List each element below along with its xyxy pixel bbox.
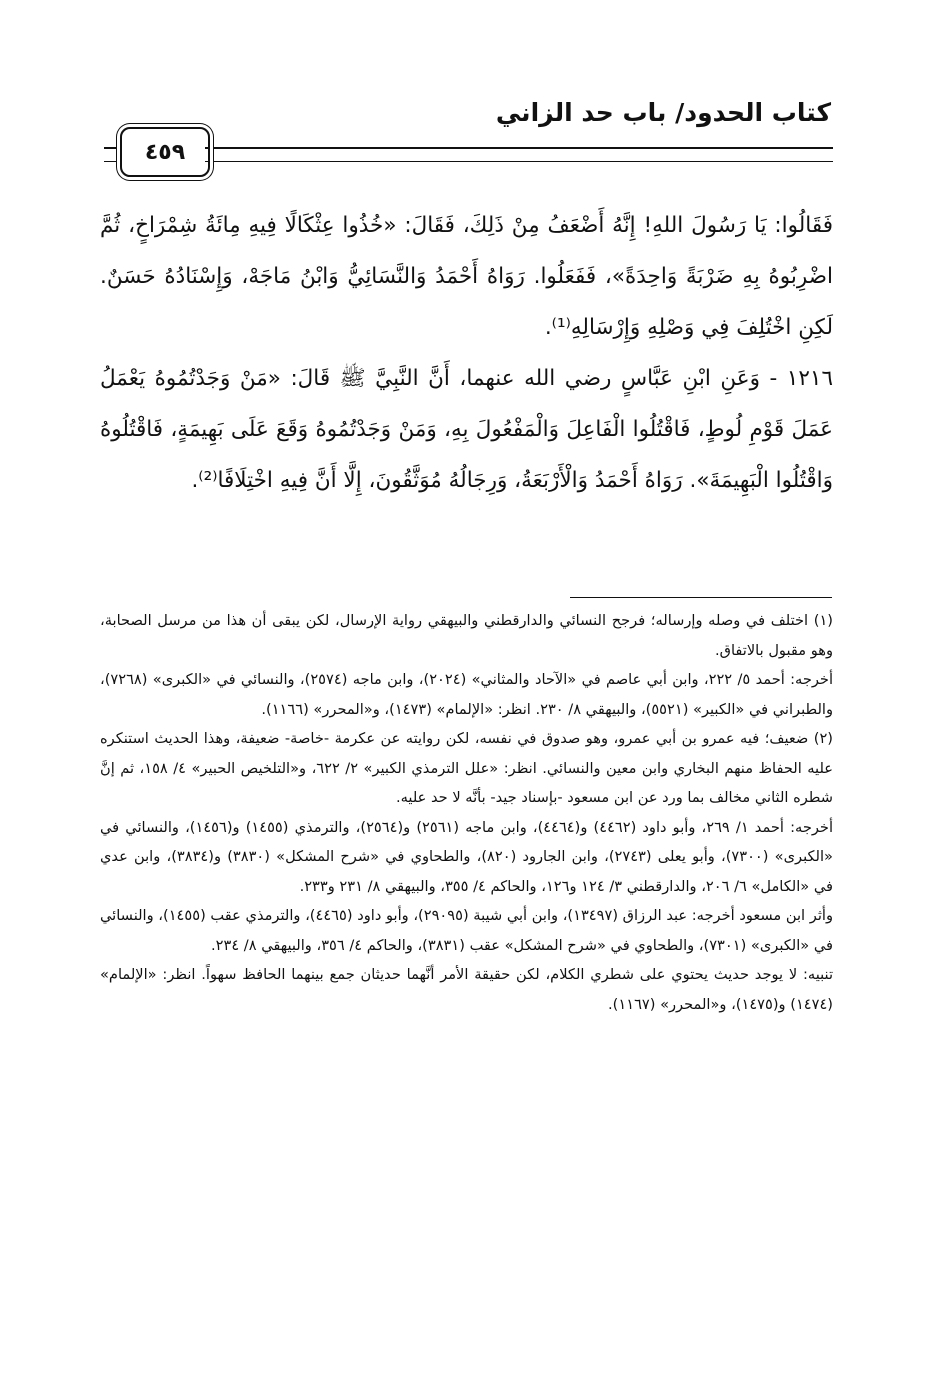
main-paragraph: فَقَالُوا: يَا رَسُولَ اللهِ! إِنَّهُ أَضْعَفُ مِنْ ذَلِكَ، فَقَالَ: «خُذُوا عِثْكَالًا فِيهِ مِائَةُ شِمْرَاخٍ، ثُمَّ اضْرِبُوهُ بِهِ ضَرْبَةً وَاحِدَةً»، فَفَعَلُوا. رَوَاهُ أَحْمَدُ وَالنَّسَائِيُّ وَابْنُ مَاجَهْ، وَإِسْنَادُهُ حَسَنٌ. لَكِنِ اخْتُلِفَ فِي وَصْلِهِ وَإِرْسَالِهِ⁽¹⁾. (100, 213, 833, 340)
footnote-separator (570, 597, 832, 598)
page-number: ٤٥٩ (120, 127, 210, 177)
footnote-2-athar: وأثر ابن مسعود أخرجه: عبد الرزاق (١٣٤٩٧)، وابن أبي شيبة (٢٩٠٩٥)، وأبو داود (٤٤٦٥)، والترمذي عقب (١٤٥٥)، والنسائي في «الكبرى» (٧٣٠١)، والطحاوي في «شرح المشكل» عقب (٣٨٣١)، والحاكم ٤/ ٣٥٦، والبيهقي ٨/ ٢٣٤. (100, 907, 833, 954)
running-title: كتاب الحدود/ باب حد الزاني (495, 98, 831, 127)
header-rule (205, 147, 833, 162)
footnote-2-note: تنبيه: لا يوجد حديث يحتوي على شطري الكلام، لكن حقيقة الأمر أنَّهما حديثان جمع بينهما الحافظ سهواً. انظر: «الإلمام» (١٤٧٤) و(١٤٧٥)، و«المحرر» (١١٦٧). (100, 966, 833, 1013)
footnote-2-takhrij: أخرجه: أحمد ١/ ٢٦٩، وأبو داود (٤٤٦٢) و(٤٤٦٤)، وابن ماجه (٢٥٦١) و(٢٥٦٤)، والترمذي (١٤٥٥) و(١٤٥٦)، والنسائي في «الكبرى» (٧٣٠٠)، وأبو يعلى (٢٧٤٣)، وابن الجارود (٨٢٠)، والطحاوي في «شرح المشكل» (٣٨٣٠) و(٣٨٣٤)، وابن عدي في «الكامل» ٦/ ٢٠٦، والدارقطني ٣/ ١٢٤ و١٢٦، والحاكم ٤/ ٣٥٥، والبيهقي ٨/ ٢٣١ و٢٣٣. (100, 818, 834, 895)
hadith-1216: ١٢١٦ - وَعَنِ ابْنِ عَبَّاسٍ رضي الله عنهما، أَنَّ النَّبِيَّ ﷺ قَالَ: «مَنْ وَجَدْتُمُوهُ يَعْمَلُ عَمَلَ قَوْمِ لُوطٍ، فَاقْتُلُوا الْفَاعِلَ وَالْمَفْعُولَ بِهِ، وَمَنْ وَجَدْتُمُوهُ وَقَعَ عَلَى بَهِيمَةٍ، فَاقْتُلُوهُ وَاقْتُلُوا الْبَهِيمَةَ». رَوَاهُ أَحْمَدُ وَالْأَرْبَعَةُ، وَرِجَالُهُ مُوَثَّقُونَ، إِلَّا أَنَّ فِيهِ اخْتِلَافًا⁽²⁾. (100, 366, 833, 493)
footnotes (100, 606, 833, 1019)
header-rule-left (104, 147, 118, 162)
footnote-2: (٢) ضعيف؛ فيه عمرو بن أبي عمرو، وهو صدوق في نفسه، لكن روايته عن عكرمة -خاصة- ضعيفة، وهذا الحديث استنكره عليه الحفاظ منهم البخاري وابن معين والنسائي. انظر: «علل الترمذي الكبير» ٢/ ٦٢٢، و«التلخيص الحبير» ٤/ ١٥٨، ثم إنَّ شطره الثاني مخالف بما ورد عن ابن مسعود -بإسناد جيد- بأنَّه لا حد عليه. (100, 730, 833, 806)
footnote-1: (١) اختلف في وصله وإرساله؛ فرجح النسائي والدارقطني والبيهقي رواية الإرسال، لكن يبقى أن هذا من مرسل الصحابة، وهو مقبول بالاتفاق. (100, 612, 833, 659)
main-text (100, 200, 833, 506)
footnote-1-takhrij: أخرجه: أحمد ٥/ ٢٢٢، وابن أبي عاصم في «الآحاد والمثاني» (٢٠٢٤)، وابن ماجه (٢٥٧٤)، والنسائي في «الكبرى» (٧٢٦٨)، والطبراني في «الكبير» (٥٥٢١)، والبيهقي ٨/ ٢٣٠. انظر: «الإلمام» (١٤٧٣)، و«المحرر» (١١٦٦). (100, 671, 834, 718)
